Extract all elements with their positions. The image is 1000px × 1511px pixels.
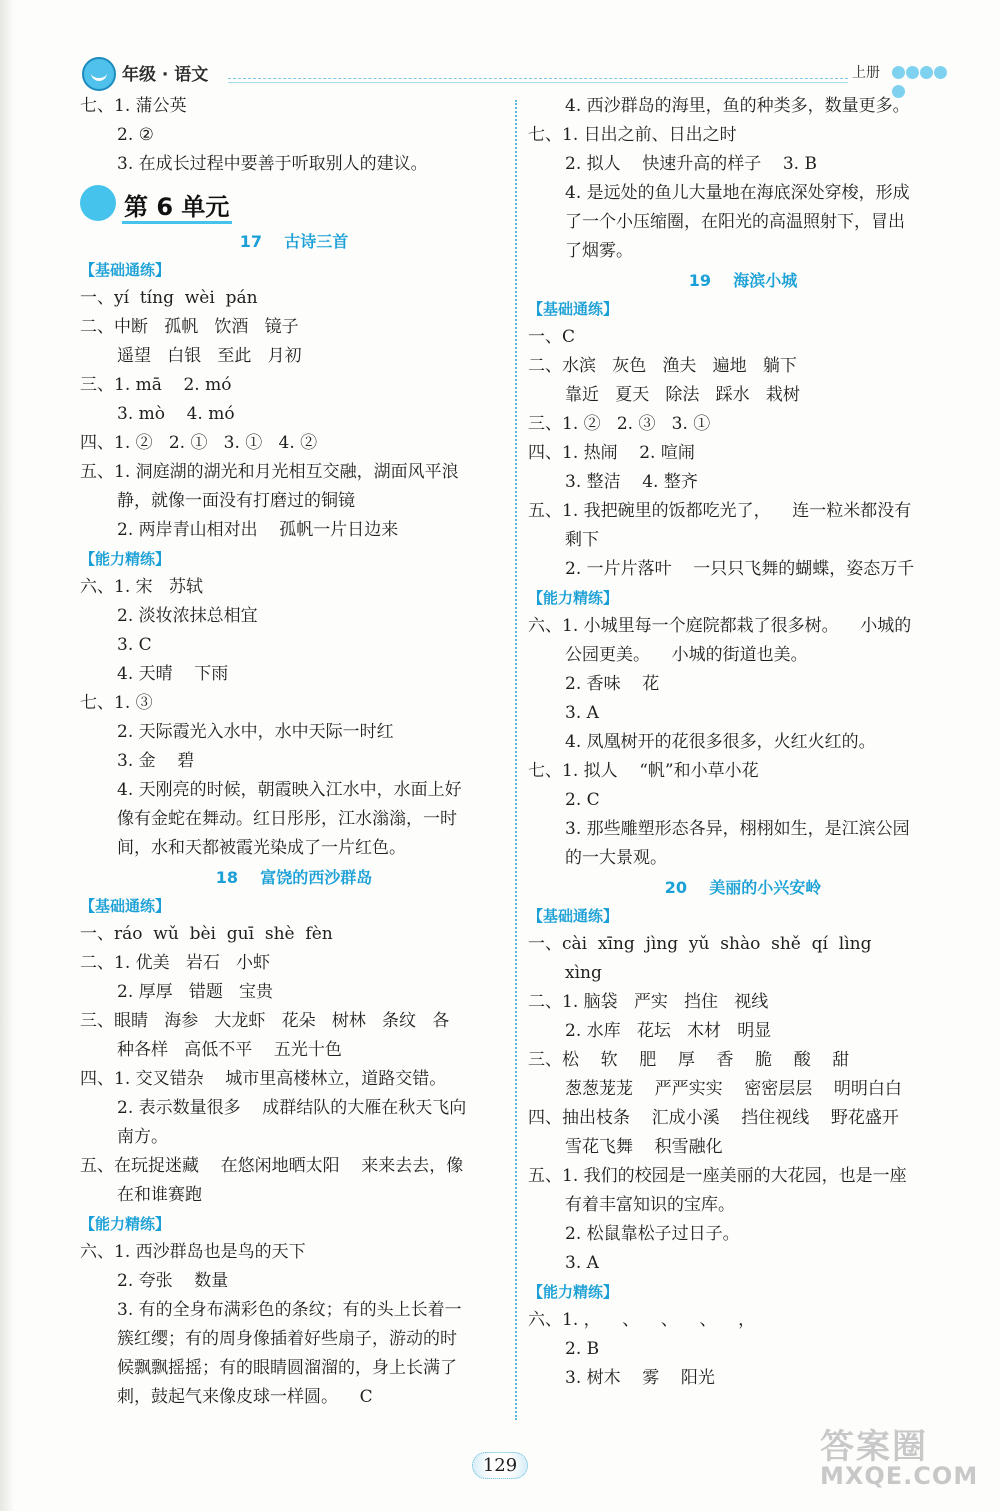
- answer-line: 六、1. 小城里每一个庭院都栽了很多树。 小城的: [528, 616, 912, 636]
- answer-line: 二、中断 孤帆 饮酒 镜子: [80, 317, 299, 337]
- answer-line: 了烟雾。: [565, 241, 633, 261]
- watermark-top-text: 答案圈: [820, 1427, 928, 1467]
- answer-line: 3. 金 碧: [117, 751, 195, 771]
- answer-line: 4. 天刚亮的时候，朝霞映入江水中，水面上好: [117, 780, 462, 800]
- answer-line: 2. C: [565, 790, 600, 810]
- answer-line: 一、cài xīng jìng yǔ shào shě qí lìng: [528, 934, 872, 954]
- answer-line: 六、1. ， 、 、 、 ，: [528, 1310, 756, 1330]
- dot-icon: [892, 66, 905, 79]
- header-rule: [228, 78, 848, 79]
- answer-line: 剩下: [565, 530, 599, 550]
- right-column: [528, 92, 958, 1393]
- watermark-bottom-text: MXQE.COM: [820, 1462, 979, 1490]
- answer-line: 2. 拟人 快速升高的样子 3. B: [565, 154, 817, 174]
- answer-line: 遥望 白银 至此 月初: [117, 346, 302, 366]
- answer-line: 三、松 软 肥 厚 香 脆 酸 甜: [528, 1050, 850, 1070]
- answer-line: 二、水滨 灰色 渔夫 遍地 躺下: [528, 356, 797, 376]
- answer-line: 五、在玩捉迷藏 在悠闲地晒太阳 来来去去，像: [80, 1156, 464, 1176]
- header-volume: 上册: [852, 65, 880, 81]
- answer-line: 雪花飞舞 积雪融化: [565, 1137, 723, 1157]
- answer-block: [80, 920, 508, 1210]
- answer-line: 2. 夸张 数量: [117, 1271, 229, 1291]
- answer-line: 静，就像一面没有打磨过的铜镜: [117, 491, 355, 511]
- answer-line: 3. 在成长过程中要善于听取别人的建议。: [117, 154, 428, 174]
- unit-bullet-icon: [80, 185, 116, 221]
- page-header: [82, 56, 952, 96]
- answer-line: 四、1. 交叉错杂 城市里高楼林立，道路交错。: [80, 1069, 447, 1089]
- lesson-title: 17 古诗三首: [239, 232, 349, 251]
- answer-block: [528, 612, 958, 873]
- answer-block: [528, 92, 958, 266]
- answer-line: 五、1. 洞庭湖的湖光和月光相互交融，湖面风平浪: [80, 462, 459, 482]
- book-logo-icon: [82, 57, 116, 91]
- section-label: 【基础通练】: [80, 897, 171, 915]
- answer-line: xìng: [565, 963, 602, 983]
- answer-line: 有着丰富知识的宝库。: [565, 1195, 735, 1215]
- answer-line: 葱葱茏茏 严严实实 密密层层 明明白白: [565, 1079, 902, 1099]
- answer-line: 六、1. 宋 苏轼: [80, 577, 203, 597]
- dot-icon: [920, 66, 933, 79]
- lesson-title: 18 富饶的西沙群岛: [215, 868, 373, 887]
- answer-line: 在和谁赛跑: [117, 1185, 202, 1205]
- answer-line: 4. 是远处的鱼儿大量地在海底深处穿梭，形成: [565, 183, 910, 203]
- answer-line: 3. C: [117, 635, 152, 655]
- answer-line: 3. 那些雕塑形态各异，栩栩如生，是江滨公园: [565, 819, 910, 839]
- answer-line: 4. 天晴 下雨: [117, 664, 229, 684]
- answer-block: [80, 284, 508, 545]
- answer-line: 间，水和天都被霞光染成了一片红色。: [117, 838, 406, 858]
- lesson-title: 19 海滨小城: [688, 271, 798, 290]
- answer-line: 刺，鼓起气来像皮球一样圆。 C: [117, 1387, 373, 1407]
- dot-icon: [906, 66, 919, 79]
- answer-line: 一、ráo wǔ bèi guī shè fèn: [80, 924, 333, 944]
- answer-line: 七、1. 拟人 “帆”和小草小花: [528, 761, 759, 781]
- answer-line: 种各样 高低不平 五光十色: [117, 1040, 342, 1060]
- answer-line: 三、1. mā 2. mó: [80, 375, 232, 395]
- answer-line: 2. 厚厚 错题 宝贵: [117, 982, 274, 1002]
- answer-line: 三、1. ② 2. ③ 3. ①: [528, 414, 711, 434]
- answer-line: 七、1. 蒲公英: [80, 96, 187, 116]
- answer-line: 3. A: [565, 703, 599, 723]
- answer-block: [528, 1306, 958, 1393]
- answer-line: 四、1. 热闹 2. 喧闹: [528, 443, 695, 463]
- answer-line: 2. 一片片落叶 一只只飞舞的蝴蝶，姿态万千: [565, 559, 915, 579]
- answer-line: 了一个小压缩圈，在阳光的高温照射下，冒出: [565, 212, 905, 232]
- answer-line: 3. mò 4. mó: [117, 404, 235, 424]
- answer-line: 2. 淡妆浓抹总相宜: [117, 606, 258, 626]
- answer-line: 3. A: [565, 1253, 599, 1273]
- dot-icon: [934, 66, 947, 79]
- answer-line: 3. 整洁 4. 整齐: [565, 472, 698, 492]
- answer-line: 3. 有的全身布满彩色的条纹；有的头上长着一: [117, 1300, 462, 1320]
- answer-line: 七、1. 日出之前、日出之时: [528, 125, 737, 145]
- answer-line: 五、1. 我们的校园是一座美丽的大花园，也是一座: [528, 1166, 907, 1186]
- section-label: 【能力精练】: [528, 1283, 619, 1301]
- answer-line: 南方。: [117, 1127, 168, 1147]
- answer-line: 像有金蛇在舞动。红日彤彤，江水滃滃，一时: [117, 809, 457, 829]
- answer-line: 七、1. ③: [80, 693, 153, 713]
- answer-line: 三、眼睛 海参 大龙虾 花朵 树林 条纹 各: [80, 1011, 450, 1031]
- answer-line: 2. 表示数量很多 成群结队的大雁在秋天飞向: [117, 1098, 467, 1118]
- answer-line: 候飘飘摇摇；有的眼睛圆溜溜的，身上长满了: [117, 1358, 457, 1378]
- answer-line: 一、yí tíng wèi pán: [80, 288, 258, 308]
- answer-line: 2. 水库 花坛 木材 明显: [565, 1021, 772, 1041]
- answer-line: 2. 天际霞光入水中，水中天际一时红: [117, 722, 394, 742]
- answer-line: 2. ②: [117, 125, 154, 145]
- section-label: 【能力精练】: [528, 589, 619, 607]
- unit-underline: [122, 221, 232, 224]
- left-column: [80, 92, 508, 1412]
- answer-line: 2. 香味 花: [565, 674, 660, 694]
- header-rule-secondary: [228, 82, 848, 83]
- answer-line: 公园更美。 小城的街道也美。: [565, 645, 808, 665]
- section-label: 【能力精练】: [80, 550, 171, 568]
- answer-line: 2. 松鼠靠松子过日子。: [565, 1224, 740, 1244]
- answer-line: 的一大景观。: [565, 848, 667, 868]
- section-label: 【能力精练】: [80, 1215, 171, 1233]
- answer-line: 3. 树木 雾 阳光: [565, 1368, 715, 1388]
- answer-block: [528, 323, 958, 584]
- answer-line: 簇红缨；有的周身像插着好些扇子，游动的时: [117, 1329, 457, 1349]
- answer-block: [80, 573, 508, 863]
- column-divider: [515, 100, 517, 1420]
- answer-line: 四、1. ② 2. ① 3. ① 4. ②: [80, 433, 318, 453]
- answer-line: 4. 西沙群岛的海里，鱼的种类多，数量更多。: [565, 96, 910, 116]
- answer-line: 六、1. 西沙群岛也是鸟的天下: [80, 1242, 306, 1262]
- answer-block: [528, 930, 958, 1278]
- answer-line: 2. B: [565, 1339, 600, 1359]
- unit-title: 第 6 单元: [124, 193, 230, 221]
- lesson-title: 20 美丽的小兴安岭: [664, 878, 822, 897]
- answer-line: 一、C: [528, 327, 576, 347]
- section-label: 【基础通练】: [528, 907, 619, 925]
- answer-line: 五、1. 我把碗里的饭都吃光了， 连一粒米都没有: [528, 501, 912, 521]
- unit-heading: [80, 181, 508, 225]
- section-label: 【基础通练】: [528, 300, 619, 318]
- answer-line: 四、抽出枝条 汇成小溪 挡住视线 野花盛开: [528, 1108, 899, 1128]
- answer-line: 二、1. 优美 岩石 小虾: [80, 953, 271, 973]
- answer-line: 4. 凤凰树开的花很多很多，火红火红的。: [565, 732, 876, 752]
- watermark-logo: [820, 1419, 988, 1503]
- section-label: 【基础通练】: [80, 261, 171, 279]
- page-number-badge: 129: [472, 1452, 528, 1479]
- page-binding-shadow: [0, 0, 14, 1511]
- header-title: 年级 · 语文: [122, 65, 209, 85]
- answer-line: 2. 两岸青山相对出 孤帆一片日边来: [117, 520, 399, 540]
- answer-line: 二、1. 脑袋 严实 挡住 视线: [528, 992, 769, 1012]
- answer-line: 靠近 夏天 除法 踩水 栽树: [565, 385, 800, 405]
- answer-block: [80, 1238, 508, 1412]
